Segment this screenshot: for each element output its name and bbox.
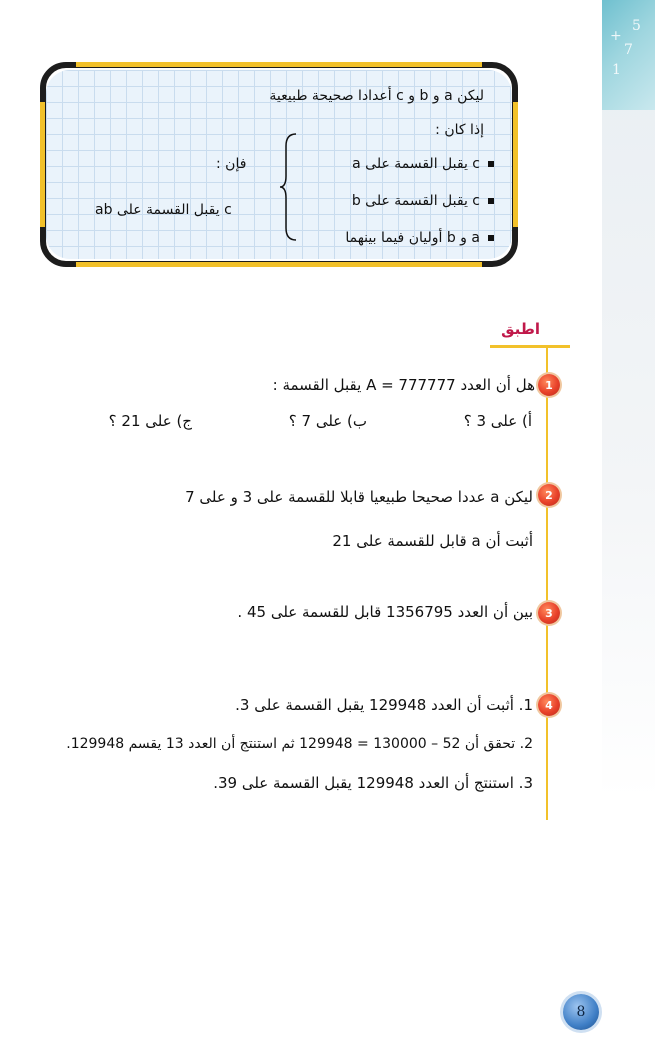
curly-brace-icon <box>278 132 300 242</box>
exercise-4-part-3: 3. استنتج أن العدد 129948 يقبل القسمة على 39. <box>213 774 533 792</box>
bullet-icon <box>488 198 494 204</box>
theorem-condition-1: c يقبل القسمة على a <box>352 156 494 172</box>
bullet-icon <box>488 161 494 167</box>
frame-accent-bottom <box>76 262 482 267</box>
corner-decoration: + 7 1 5 <box>602 0 655 110</box>
exercise-2-question: أثبت أن a قابل للقسمة على 21 <box>332 532 533 550</box>
exercise-number-badge: 3 <box>538 602 560 624</box>
exercise-1-option-a: أ) على 3 ؟ <box>463 412 532 430</box>
frame-accent-left <box>40 102 45 227</box>
exercise-1-question: هل أن العدد A = 777777 يقبل القسمة : <box>272 376 535 394</box>
frame-accent-right <box>513 102 518 227</box>
exercise-2-statement: ليكن a عددا صحيحا طبيعيا قابلا للقسمة على 3 و على 7 <box>185 488 533 506</box>
apply-divider-vertical <box>546 345 548 820</box>
theorem-conclusion: c يقبل القسمة على ab <box>95 202 232 218</box>
theorem-if-label: إذا كان : <box>435 122 484 138</box>
theorem-statement: ليكن a و b و c أعدادا صحيحة طبيعية <box>269 88 484 104</box>
exercise-number-badge: 1 <box>538 374 560 396</box>
exercise-4-part-1: 1. أثبت أن العدد 129948 يقبل القسمة على 3. <box>235 696 533 714</box>
theorem-condition-3: a و b أوليان فيما بينهما <box>345 230 494 246</box>
apply-section-title: اطبق <box>501 320 540 338</box>
side-margin-strip <box>602 0 655 800</box>
theorem-then-label: فإن : <box>216 156 247 172</box>
exercise-number-badge: 2 <box>538 484 560 506</box>
apply-divider-horizontal <box>490 345 570 348</box>
exercise-4-part-2: 2. تحقق أن 52 – 130000 = 129948 ثم استنتج أن العدد 13 يقسم 129948. <box>66 736 533 752</box>
exercise-number-badge: 4 <box>538 694 560 716</box>
exercise-1-option-b: ب) على 7 ؟ <box>288 412 367 430</box>
bullet-icon <box>488 235 494 241</box>
exercise-3-question: بين أن العدد 1356795 قابل للقسمة على 45 . <box>237 603 533 621</box>
page-number-badge: 8 <box>563 994 599 1030</box>
exercise-1-option-c: ج) على 21 ؟ <box>108 412 192 430</box>
theorem-box <box>40 62 518 267</box>
frame-accent-top <box>76 62 482 67</box>
theorem-condition-2: c يقبل القسمة على b <box>352 193 494 209</box>
